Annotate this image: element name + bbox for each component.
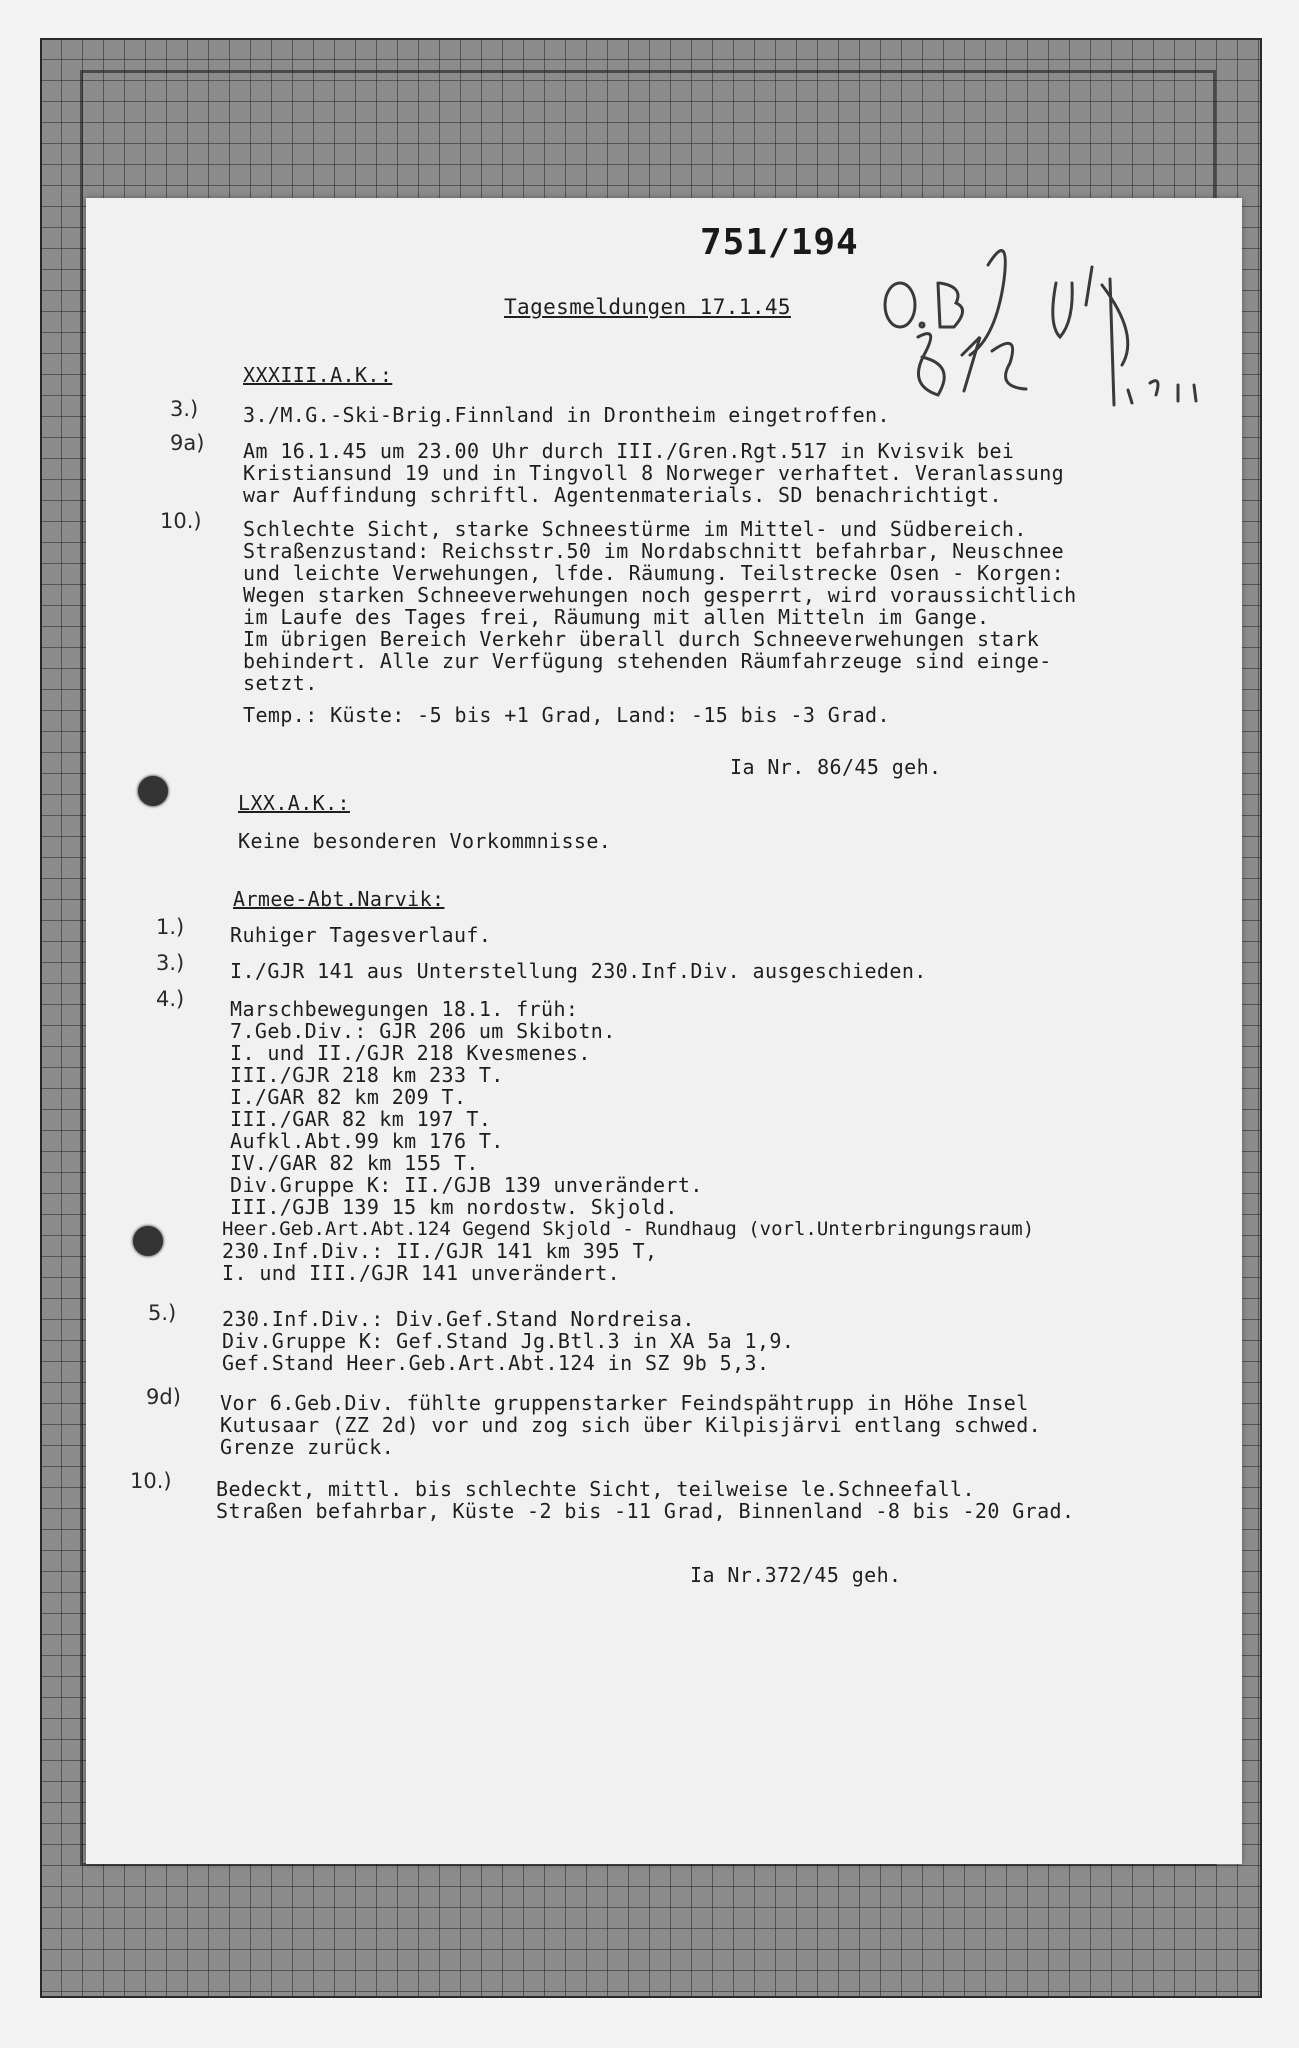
entry-number: 9d) <box>146 1385 181 1409</box>
entry-line: Straßen befahrbar, Küste -2 bis -11 Grad, Binnenland -8 bis -20 Grad. <box>216 1499 1075 1523</box>
entry-line: 230.Inf.Div.: II./GJR 141 km 395 T, <box>222 1239 658 1263</box>
entry-line: III./GAR 82 km 197 T. <box>230 1107 492 1131</box>
entry-line: 3./M.G.-Ski-Brig.Finnland in Drontheim eingetroffen. <box>243 403 890 427</box>
entry-line: I./GAR 82 km 209 T. <box>230 1085 467 1109</box>
section-heading-xxxiii: XXXIII.A.K.: <box>243 363 393 387</box>
entry-line: I. und III./GJR 141 unverändert. <box>222 1261 621 1285</box>
entry-number: 4.) <box>156 987 185 1011</box>
section-heading-lxx: LXX.A.K.: <box>238 791 350 815</box>
entry-number: 1.) <box>156 915 185 939</box>
entry-line: Div.Gruppe K: Gef.Stand Jg.Btl.3 in XA 5a 1,9. <box>222 1329 795 1353</box>
section-heading-narvik: Armee-Abt.Narvik: <box>233 887 445 911</box>
entry-number: 3.) <box>156 951 185 975</box>
entry-line: Ruhiger Tagesverlauf. <box>230 923 492 947</box>
entry-line: 7.Geb.Div.: GJR 206 um Skibotn. <box>230 1019 616 1043</box>
entry-number: 9a) <box>170 431 205 455</box>
handwritten-note <box>860 225 1240 410</box>
entry-line: I./GJR 141 aus Unterstellung 230.Inf.Div. ausgeschieden. <box>230 959 927 983</box>
entry-line: Straßenzustand: Reichsstr.50 im Nordabschnitt befahrbar, Neuschnee <box>243 539 1065 563</box>
entry-line: und leichte Verwehungen, lfde. Räumung. Teilstrecke Osen - Korgen: <box>243 561 1065 585</box>
entry-line: Keine besonderen Vorkommnisse. <box>238 829 612 853</box>
entry-line: behindert. Alle zur Verfügung stehenden Räumfahrzeuge sind einge- <box>243 649 1052 673</box>
entry-line: Bedeckt, mittl. bis schlechte Sicht, teilweise le.Schneefall. <box>216 1477 975 1501</box>
entry-number: 5.) <box>148 1301 177 1325</box>
entry-line: Aufkl.Abt.99 km 176 T. <box>230 1129 504 1153</box>
entry-line: Schlechte Sicht, starke Schneestürme im Mittel- und Südbereich. <box>243 517 1027 541</box>
entry-line: Im übrigen Bereich Verkehr überall durch Schneeverwehungen stark <box>243 627 1040 651</box>
entry-line: IV./GAR 82 km 155 T. <box>230 1151 479 1175</box>
entry-line: Div.Gruppe K: II./GJB 139 unverändert. <box>230 1173 703 1197</box>
entry-line: Kristiansund 19 und in Tingvoll 8 Norweger verhaftet. Veranlassung <box>243 461 1065 485</box>
entry-line: Am 16.1.45 um 23.00 Uhr durch III./Gren.Rgt.517 in Kvisvik bei <box>243 439 1015 463</box>
entry-line: im Laufe des Tages frei, Räumung mit allen Mitteln im Gange. <box>243 605 990 629</box>
entry-line: war Auffindung schriftl. Agentenmaterials. SD benachrichtigt. <box>243 483 1002 507</box>
entry-line: setzt. <box>243 671 318 695</box>
entry-line: III./GJR 218 km 233 T. <box>230 1063 504 1087</box>
punch-hole-icon <box>138 776 168 806</box>
entry-line: Heer.Geb.Art.Abt.124 Gegend Skjold - Rundhaug (vorl.Unterbringungsraum) <box>222 1218 1035 1240</box>
document-title: Tagesmeldungen 17.1.45 <box>504 295 791 319</box>
punch-hole-icon <box>133 1226 163 1256</box>
document-number: 751/194 <box>700 222 859 263</box>
entry-line: Wegen starken Schneeverwehungen noch gesperrt, wird voraussichtlich <box>243 583 1077 607</box>
entry-number: 3.) <box>170 397 199 421</box>
entry-line: Marschbewegungen 18.1. früh: <box>230 997 579 1021</box>
entry-line: 230.Inf.Div.: Div.Gef.Stand Nordreisa. <box>222 1307 695 1331</box>
entry-line: Gef.Stand Heer.Geb.Art.Abt.124 in SZ 9b 5,3. <box>222 1351 770 1375</box>
entry-line: Vor 6.Geb.Div. fühlte gruppenstarker Feindspähtrupp in Höhe Insel <box>220 1391 1029 1415</box>
entry-number: 10.) <box>130 1469 172 1493</box>
entry-line: Temp.: Küste: -5 bis +1 Grad, Land: -15 bis -3 Grad. <box>243 703 890 727</box>
entry-line: Kutusaar (ZZ 2d) vor und zog sich über Kilpisjärvi entlang schwed. <box>220 1413 1042 1437</box>
entry-line: Grenze zurück. <box>220 1435 395 1459</box>
entry-line: III./GJB 139 15 km nordostw. Skjold. <box>230 1195 678 1219</box>
reference-number: Ia Nr.372/45 geh. <box>690 1563 902 1587</box>
reference-number: Ia Nr. 86/45 geh. <box>730 755 942 779</box>
entry-number: 10.) <box>160 509 202 533</box>
entry-line: I. und II./GJR 218 Kvesmenes. <box>230 1041 591 1065</box>
